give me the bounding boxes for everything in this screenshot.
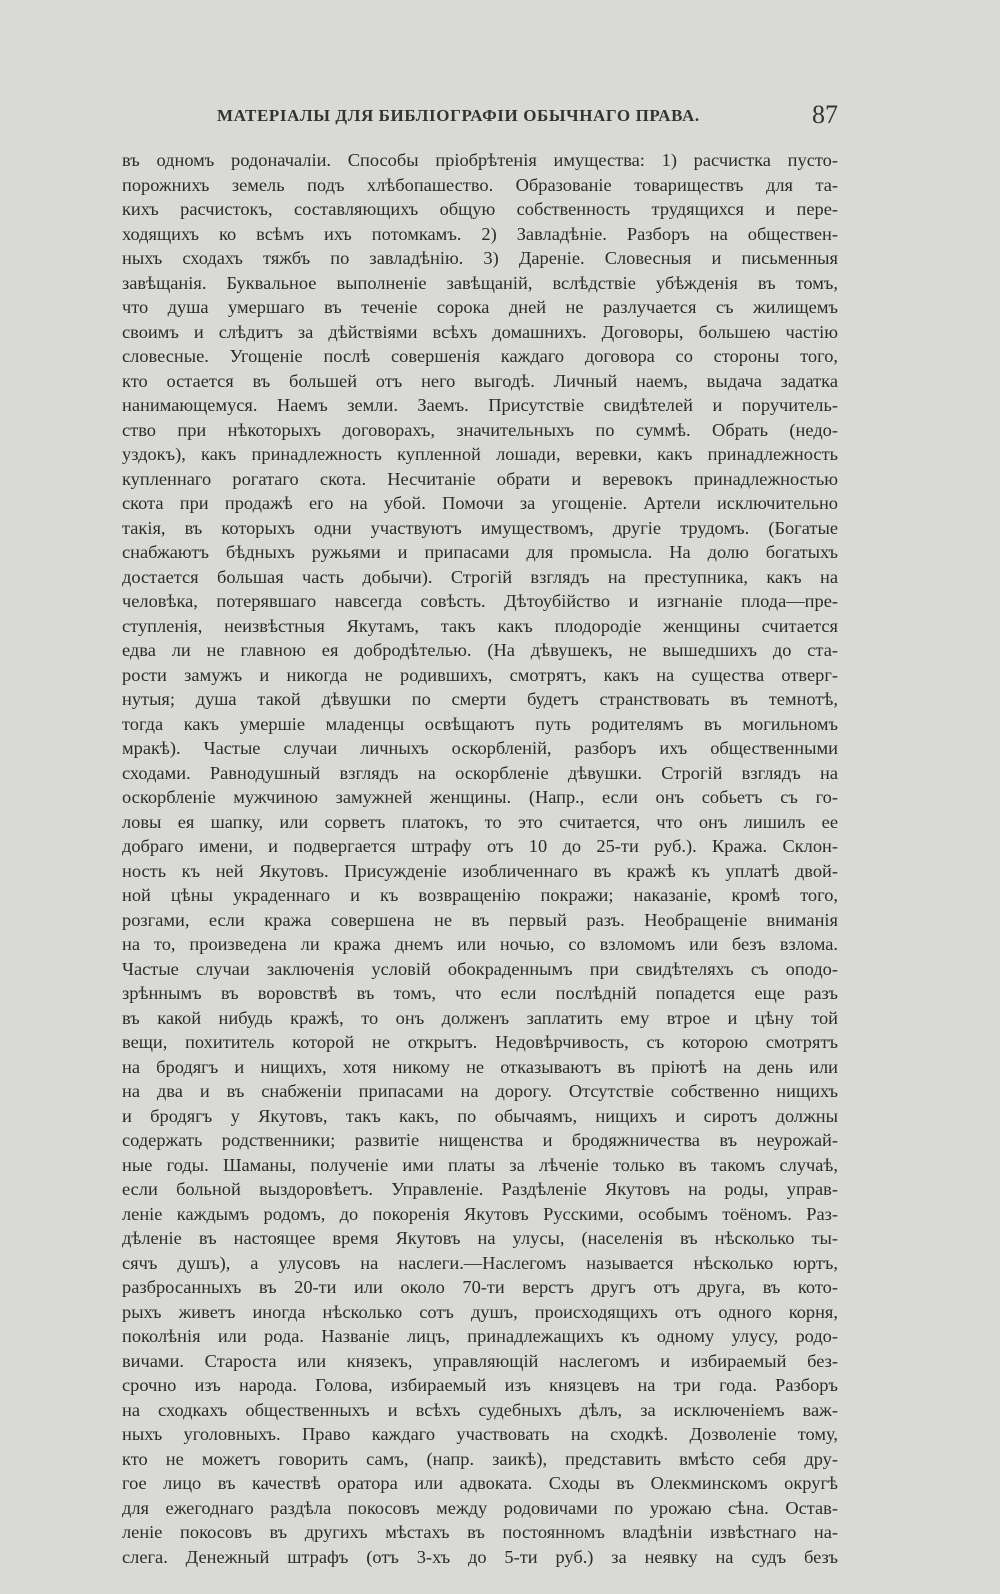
text-line: нанимающемуся. Наемъ земли. Заемъ. Присутствіе свидѣтелей и поручитель- — [122, 395, 838, 415]
text-line: содержать родственники; развитіе нищенства и бродяжничества въ неурожай- — [122, 1130, 838, 1150]
text-line: ступленія, неизвѣстныя Якутамъ, такъ какъ плодородіе женщины считается — [122, 615, 838, 636]
text-line: завѣщанія. Буквальное выполненіе завѣщаній, вслѣдствіе убѣжденія въ томъ, — [122, 272, 838, 293]
text-line: розгами, если кража совершена не въ первый разъ. Необращеніе вниманія — [122, 909, 838, 930]
text-line: ныхъ сходахъ тяжбъ по завладѣнію. 3) Дареніе. Словесныя и письменныя — [122, 248, 838, 268]
text-line: на то, произведена ли кража днемъ или ночью, со взломомъ или безъ взлома. — [122, 934, 838, 954]
text-line: ловы ея шапку, или сорветъ платокъ, то это считается, что онъ лишилъ ее — [122, 811, 838, 832]
text-line: ходящихъ ко всѣмъ ихъ потомкамъ. 2) Завладѣніе. Разборъ на обществен- — [122, 223, 838, 244]
text-line: мракѣ). Частые случаи личныхъ оскорбленій, разборъ ихъ общественными — [122, 738, 838, 758]
text-line: купленнаго рогатаго скота. Несчитаніе обрати и веревокъ принадлежностью — [122, 468, 838, 489]
text-line: Частые случаи заключенія условій обокраденнымъ при свидѣтеляхъ съ оподо- — [122, 958, 838, 979]
text-line: тогда какъ умершіе младенцы освѣщаютъ путь родителямъ въ могильномъ — [122, 713, 838, 734]
text-line: ныхъ уголовныхъ. Право каждаго участвовать на сходкѣ. Дозволеніе тому, — [122, 1424, 838, 1444]
page-header — [122, 100, 838, 140]
text-line: если больной выздоровѣетъ. Управленіе. Раздѣленіе Якутовъ на роды, управ- — [122, 1179, 838, 1199]
text-line: ство при нѣкоторыхъ договорахъ, значительныхъ по суммѣ. Обрать (недо- — [122, 419, 838, 440]
body-text — [122, 148, 838, 1569]
text-line: скота при продажѣ его на убой. Помочи за угощеніе. Артели исключительно — [122, 493, 838, 513]
text-line: на два и въ снабженіи припасами на дорогу. Отсутствіе собственно нищихъ — [122, 1081, 838, 1101]
text-line: для ежегоднаго раздѣла покосовъ между родовичами по урожаю сѣна. Остав- — [122, 1497, 838, 1518]
text-line: словесные. Угощеніе послѣ совершенія каждаго договора со стороны того, — [122, 346, 838, 366]
text-line: своимъ и слѣдитъ за дѣйствіями всѣхъ домашнихъ. Договоры, большею частію — [122, 321, 838, 342]
text-line: рости замужъ и никогда не родившихъ, смотрятъ, какъ на существа отверг- — [122, 664, 838, 685]
text-line: поколѣнія или рода. Названіе лицъ, принадлежащихъ къ одному улусу, родо- — [122, 1326, 838, 1346]
text-line: разбросанныхъ въ 20-ти или около 70-ти верстъ другъ отъ друга, въ кото- — [122, 1277, 838, 1297]
text-line: зрѣннымъ въ воровствѣ въ томъ, что если послѣдній попадется еще разъ — [122, 983, 838, 1003]
text-line: достается большая часть добычи). Строгій взглядъ на преступника, какъ на — [122, 566, 838, 587]
text-line: на бродягъ и нищихъ, хотя никому не отказываютъ въ пріютѣ на день или — [122, 1056, 838, 1077]
text-line: кто остается въ большей отъ него выгодѣ. Личный наемъ, выдача задатка — [122, 370, 838, 391]
text-line: вещи, похититель которой не открытъ. Недовѣрчивость, съ которою смотрятъ — [122, 1032, 838, 1052]
text-line: рыхъ живетъ иногда нѣсколько сотъ душъ, происходящихъ отъ одного корня, — [122, 1301, 838, 1322]
text-line: сячъ душъ), а улусовъ на наслеги.—Наслегомъ называется нѣсколько юртъ, — [122, 1252, 838, 1273]
page-number: 87 — [812, 100, 838, 129]
text-line: уздокъ), какъ принадлежность купленной лошади, веревки, какъ принадлежность — [122, 444, 838, 464]
text-line: ные годы. Шаманы, полученіе ими платы за лѣченіе только въ такомъ случаѣ, — [122, 1154, 838, 1175]
text-line: на сходкахъ общественныхъ и всѣхъ судебныхъ дѣлъ, за исключеніемъ важ- — [122, 1399, 838, 1420]
text-line: гое лицо въ качествѣ оратора или адвоката. Сходы въ Олекминскомъ округѣ — [122, 1473, 838, 1493]
text-line: нутыя; душа такой дѣвушки по смерти будетъ странствовать въ темнотѣ, — [122, 689, 838, 709]
text-line: дѣленіе въ настоящее время Якутовъ на улусы, (населенія въ нѣсколько ты- — [122, 1228, 838, 1248]
text-line: такія, въ которыхъ одни участвуютъ имуществомъ, другіе трудомъ. (Богатые — [122, 517, 838, 538]
text-line: добраго имени, и подвергается штрафу отъ 10 до 25-ти руб.). Кража. Склон- — [122, 836, 838, 856]
text-line: порожнихъ земель подъ хлѣбопашество. Образованіе товариществъ для та- — [122, 174, 838, 195]
text-line: вичами. Староста или князекъ, управляющій наслегомъ и избираемый без- — [122, 1350, 838, 1371]
text-line: и бродягъ у Якутовъ, такъ какъ, по обычаямъ, нищихъ и сиротъ должны — [122, 1105, 838, 1126]
text-line: едва ли не главною ея добродѣтелью. (На дѣвушекъ, не вышедшихъ до ста- — [122, 640, 838, 660]
text-line: ной цѣны украденнаго и къ возвращенію покражи; наказаніе, кромѣ того, — [122, 885, 838, 905]
text-line: снабжаютъ бѣдныхъ ружьями и припасами для промысла. На долю богатыхъ — [122, 542, 838, 562]
text-line: оскорбленіе мужчиною замужней женщины. (Напр., если онъ собьетъ съ го- — [122, 787, 838, 807]
text-line: ность къ ней Якутовъ. Присужденіе изобличеннаго въ кражѣ къ уплатѣ двой- — [122, 860, 838, 881]
text-line: что душа умершаго въ теченіе сорока дней не разлучается съ жилищемъ — [122, 297, 838, 317]
text-line: кихъ расчистокъ, составляющихъ общую собственность трудящихся и пере- — [122, 199, 838, 219]
text-line: въ одномъ родоначаліи. Способы пріобрѣтенія имущества: 1) расчистка пусто- — [122, 150, 838, 170]
text-line: въ какой нибудь кражѣ, то онъ долженъ заплатить ему втрое и цѣну той — [122, 1007, 838, 1028]
text-line: леніе каждымъ родомъ, до покоренія Якутовъ Русскими, особымъ тоёномъ. Раз- — [122, 1203, 838, 1224]
text-line: слега. Денежный штрафъ (отъ 3-хъ до 5-ти руб.) за неявку на судъ безъ — [122, 1546, 838, 1567]
text-line: срочно изъ народа. Голова, избираемый изъ князцевъ на три года. Разборъ — [122, 1375, 838, 1395]
running-title: МАТЕРІАЛЫ ДЛЯ БИБЛІОГРАФІИ ОБЫЧНАГО ПРАВА. — [217, 106, 700, 125]
text-line: кто не можетъ говорить самъ, (напр. заикѣ), представить вмѣсто себя дру- — [122, 1448, 838, 1469]
text-line: человѣка, потерявшаго навсегда совѣсть. Дѣтоубійство и изгнаніе плода—пре- — [122, 591, 838, 611]
text-line: леніе покосовъ въ другихъ мѣстахъ въ постоянномъ владѣніи извѣстнаго на- — [122, 1522, 838, 1542]
text-line: сходами. Равнодушный взглядъ на оскорбленіе дѣвушки. Строгій взглядъ на — [122, 762, 838, 783]
